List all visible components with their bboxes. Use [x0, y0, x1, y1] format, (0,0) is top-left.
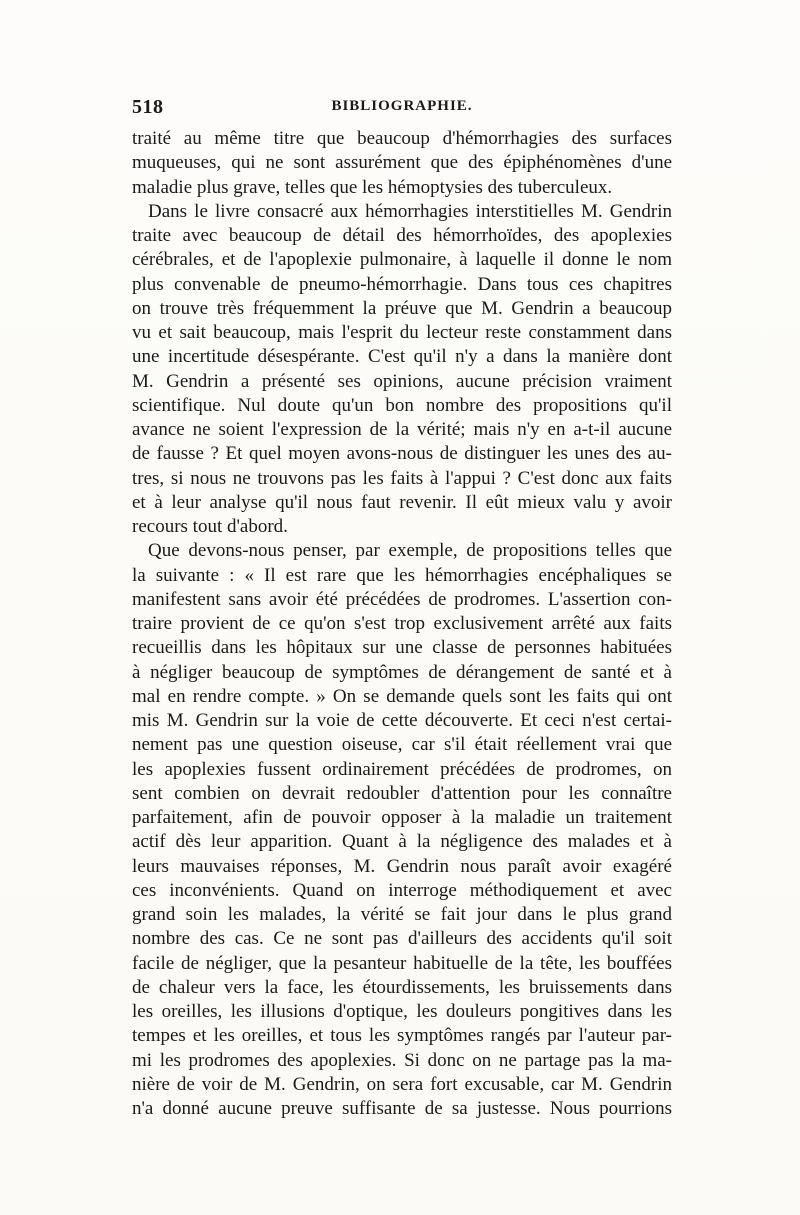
- text-line: nière de voir de M. Gendrin, on sera fort excusable, car M. Gendrin: [132, 1073, 672, 1095]
- text-line: mi les prodromes des apoplexies. Si donc on ne partage pas la ma-: [132, 1049, 672, 1071]
- text-line: plus convenable de pneumo-hémorrhagie. Dans tous ces chapitres: [132, 273, 672, 295]
- text-line: avance ne soient l'expression de la vérité; mais n'y en a-t-il aucune: [132, 419, 672, 440]
- text-line: tres, si nous ne trouvons pas les faits à l'appui ? C'est donc aux faits: [132, 467, 672, 489]
- text-line: traire provient de ce qu'on s'est trop exclusivement arrêté aux faits: [132, 613, 672, 634]
- text-line: facile de négliger, que la pesanteur habituelle de la tête, les bouffées: [132, 952, 672, 974]
- text-line: n'a donné aucune preuve suffisante de sa justesse. Nous pourrions: [132, 1098, 672, 1119]
- text-line: actif dès leur apparition. Quant à la négligence des malades et à: [132, 831, 672, 853]
- text-line: les oreilles, les illusions d'optique, les douleurs pongitives dans les: [132, 1001, 672, 1022]
- text-line: nement pas une question oiseuse, car s'il était réellement vrai que: [132, 734, 672, 756]
- text-line: recueillis dans les hôpitaux sur une classe de personnes habituées: [132, 637, 672, 659]
- text-line: sent combien on devrait redoubler d'attention pour les connaître: [132, 782, 672, 804]
- text-line: une incertitude désespérante. C'est qu'il n'y a dans la manière dont: [132, 346, 672, 368]
- text-line: traité au même titre que beaucoup d'hémorrhagies des surfaces: [132, 128, 672, 149]
- text-line: Que devons-nous penser, par exemple, de propositions telles que: [148, 540, 672, 562]
- text-line: la suivante : « Il est rare que les hémorrhagies encéphaliques se: [132, 564, 672, 586]
- page-header: [132, 96, 672, 122]
- running-head: BIBLIOGRAPHIE.: [331, 98, 473, 114]
- text-line: on trouve très fréquemment la préuve que M. Gendrin a beaucoup: [132, 297, 672, 319]
- text-line: recours tout d'abord.: [132, 516, 288, 537]
- text-line: Dans le livre consacré aux hémorrhagies interstitielles M. Gendrin: [148, 200, 672, 222]
- body-text: [132, 127, 672, 1121]
- text-line: cérébrales, et de l'apoplexie pulmonaire, à laquelle il donne le nom: [132, 249, 672, 271]
- text-line: leurs mauvaises réponses, M. Gendrin nous paraît avoir exagéré: [132, 855, 672, 877]
- page-number: 518: [132, 96, 164, 118]
- text-line: et à leur analyse qu'il nous faut revenir. Il eût mieux valu y avoir: [132, 491, 672, 513]
- text-line: muqueuses, qui ne sont assurément que des épiphénomènes d'une: [132, 152, 672, 174]
- text-line: mis M. Gendrin sur la voie de cette découverte. Et ceci n'est certai-: [132, 710, 672, 731]
- text-line: à négliger beaucoup de symptômes de dérangement de santé et à: [132, 661, 672, 683]
- text-line: scientifique. Nul doute qu'un bon nombre des propositions qu'il: [132, 394, 672, 416]
- text-line: M. Gendrin a présenté ses opinions, aucune précision vraiment: [132, 370, 672, 392]
- text-line: grand soin les malades, la vérité se fait jour dans le plus grand: [132, 904, 672, 925]
- text-line: tempes et les oreilles, et tous les symptômes rangés par l'auteur par-: [132, 1025, 672, 1047]
- text-line: de fausse ? Et quel moyen avons-nous de distinguer les unes des au-: [132, 443, 672, 465]
- text-line: mal en rendre compte. » On se demande quels sont les faits qui ont: [132, 685, 672, 707]
- text-line: maladie plus grave, telles que les hémoptysies des tuberculeux.: [132, 176, 613, 198]
- text-line: ces inconvénients. Quand on interroge méthodiquement et avec: [132, 879, 672, 901]
- text-line: parfaitement, afin de pouvoir opposer à la maladie un traitement: [132, 807, 672, 828]
- text-line: nombre des cas. Ce ne sont pas d'ailleurs des accidents qu'il soit: [132, 928, 672, 950]
- text-line: vu et sait beaucoup, mais l'esprit du lecteur reste constamment dans: [132, 322, 672, 343]
- text-line: les apoplexies fussent ordinairement précédées de prodromes, on: [132, 758, 672, 780]
- text-line: traite avec beaucoup de détail des hémorrhoïdes, des apoplexies: [132, 225, 672, 246]
- text-line: manifestent sans avoir été précédées de prodromes. L'assertion con-: [132, 588, 672, 610]
- text-line: de chaleur vers la face, les étourdissements, les bruissements dans: [132, 976, 672, 998]
